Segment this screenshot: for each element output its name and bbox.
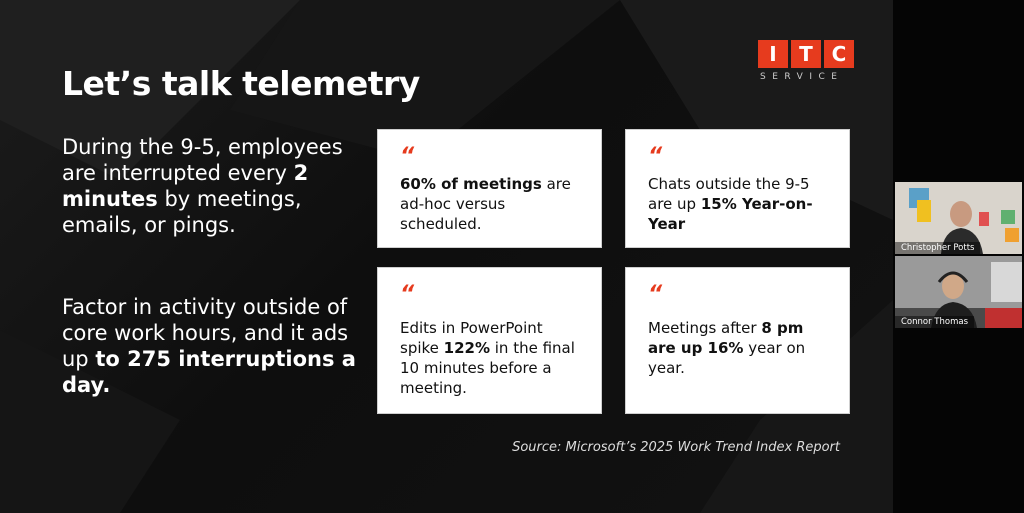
stat-card-text: Chats outside the 9-5 are up 15% Year-on-Year (648, 175, 813, 233)
paragraph-interruptions: During the 9-5, employees are interrupted every 2 minutes by meetings, emails, or pings. (62, 135, 343, 237)
stat-card-text: 60% of meetings are ad-hoc versus scheduled. (400, 175, 571, 233)
source-citation: Source: Microsoft’s 2025 Work Trend Index Report (512, 440, 840, 455)
itc-service-logo (758, 40, 854, 82)
stat-card-text: Meetings after 8 pm are up 16% year on year. (648, 319, 806, 377)
logo-letter: T (791, 40, 821, 68)
logo-subtitle: SERVICE (760, 72, 844, 82)
logo-letter: I (758, 40, 788, 68)
participant-video-tile[interactable] (895, 256, 1022, 328)
participant-name: Christopher Potts (895, 242, 980, 254)
stat-card-meetings (377, 129, 602, 248)
stat-card-text: Edits in PowerPoint spike 122% in the final 10 minutes before a meeting. (400, 319, 575, 397)
logo-letter: C (824, 40, 854, 68)
stat-card-after-hours (625, 267, 850, 414)
quote-mark: “ (648, 282, 663, 307)
quote-mark: “ (400, 282, 415, 307)
stat-card-chats (625, 129, 850, 248)
stat-card-powerpoint (377, 267, 602, 414)
paragraph-activity: Factor in activity outside of core work hours, and it ads up to 275 interruptions a day. (62, 295, 356, 397)
participant-name: Connor Thomas (895, 316, 974, 328)
quote-mark: “ (648, 144, 663, 169)
slide-title: Let’s talk telemetry (62, 64, 420, 103)
participant-video-tile[interactable] (895, 182, 1022, 254)
quote-mark: “ (400, 144, 415, 169)
